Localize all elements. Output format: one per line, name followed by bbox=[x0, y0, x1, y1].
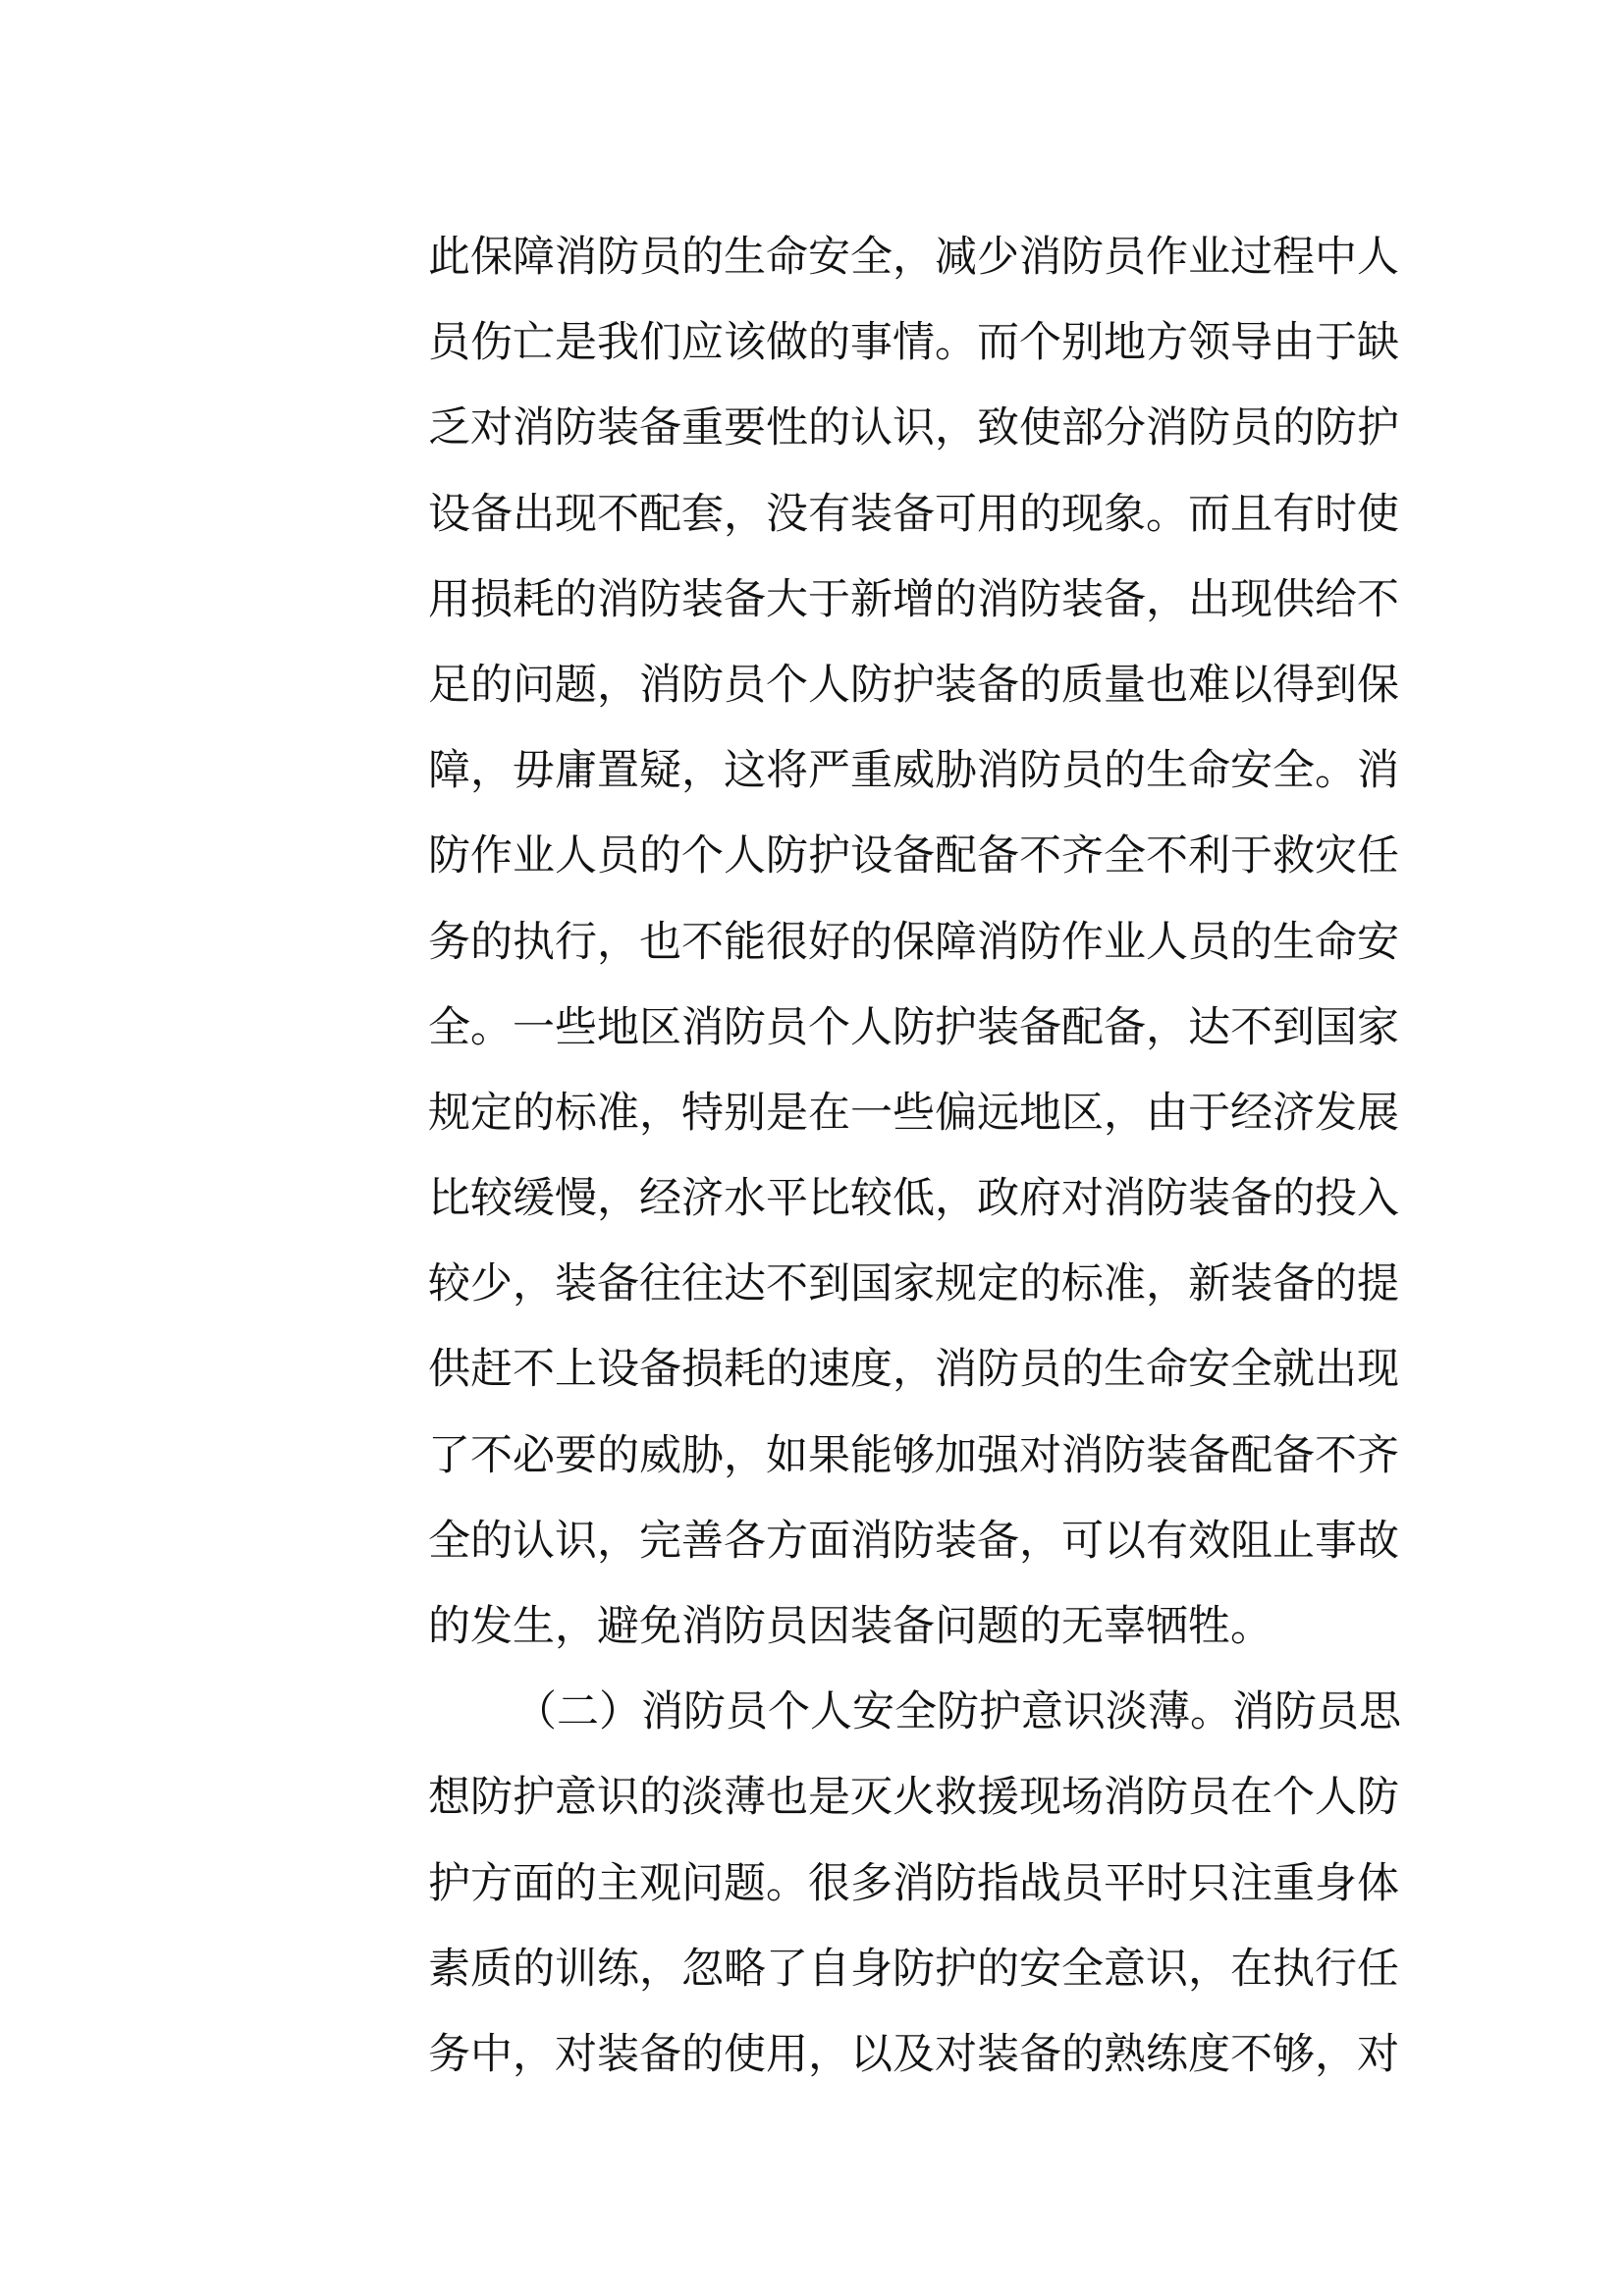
document-page bbox=[428, 215, 1401, 2098]
text-line: 了不必要的威胁，如果能够加强对消防装备配备不齐 bbox=[428, 1430, 1399, 1480]
paragraph bbox=[428, 1670, 1401, 2098]
text-line: 较少，装备往往达不到国家规定的标准，新装备的提 bbox=[428, 1259, 1399, 1309]
paragraph bbox=[428, 215, 1399, 1670]
text-line: 供赶不上设备损耗的速度，消防员的生命安全就出现 bbox=[428, 1345, 1399, 1395]
text-line: 乏对消防装备重要性的认识，致使部分消防员的防护 bbox=[428, 403, 1399, 454]
text-line: 护方面的主观问题。很多消防指战员平时只注重身体 bbox=[428, 1858, 1399, 1908]
text-line: 用损耗的消防装备大于新增的消防装备，出现供给不 bbox=[428, 574, 1399, 624]
text-line: 此保障消防员的生命安全，减少消防员作业过程中人 bbox=[428, 233, 1399, 282]
text-line: 设备出现不配套，没有装备可用的现象。而且有时使 bbox=[428, 489, 1399, 539]
text-line: 的发生，避免消防员因装备问题的无辜牺牲。 bbox=[428, 1602, 1272, 1651]
text-line: 全。一些地区消防员个人防护装备配备，达不到国家 bbox=[428, 1002, 1399, 1052]
text-line: 规定的标准，特别是在一些偏远地区，由于经济发展 bbox=[428, 1088, 1399, 1138]
text-line: 防作业人员的个人防护设备配备不齐全不利于救灾任 bbox=[428, 831, 1399, 881]
text-line: 全的认识，完善各方面消防装备，可以有效阻止事故 bbox=[428, 1516, 1399, 1566]
text-line: 务中，对装备的使用，以及对装备的熟练度不够，对 bbox=[428, 2029, 1399, 2079]
text-line: 足的问题，消防员个人防护装备的质量也难以得到保 bbox=[428, 660, 1399, 710]
text-line: 务的执行，也不能很好的保障消防作业人员的生命安 bbox=[428, 917, 1399, 967]
text-line: 员伤亡是我们应该做的事情。而个别地方领导由于缺 bbox=[428, 318, 1399, 368]
text-line: （二）消防员个人安全防护意识淡薄。消防员思 bbox=[514, 1687, 1401, 1737]
text-line: 障，毋庸置疑，这将严重威胁消防员的生命安全。消 bbox=[428, 746, 1399, 796]
text-line: 想防护意识的淡薄也是灭火救援现场消防员在个人防 bbox=[428, 1773, 1399, 1823]
text-line: 素质的训练，忽略了自身防护的安全意识，在执行任 bbox=[428, 1944, 1399, 1994]
text-line: 比较缓慢，经济水平比较低，政府对消防装备的投入 bbox=[428, 1174, 1399, 1224]
